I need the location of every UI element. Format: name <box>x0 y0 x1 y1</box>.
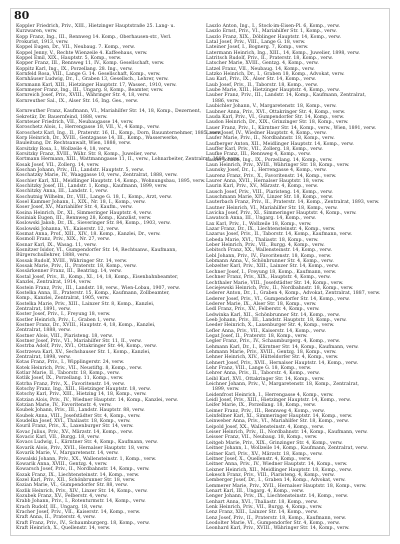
directory-entry: Krach Rudolf, III., Ungarg. 18, verw. <box>16 504 103 510</box>
directory-entry: Kozel Karl, Priv., XII., Schönbrunner Str. 18, verw. <box>16 477 136 483</box>
right-column <box>206 24 386 532</box>
directory-entry: Latscher Marie, XVIII., Gentzg. 4, Komp., verw. <box>206 61 319 67</box>
directory-entry: Lauschmann Marie, XIV., Linzer Str. 18, Komp., verw. <box>206 195 334 200</box>
directory-entry: Kornreich Josef, Priv., XVIII., Währinger Str. 4, 18, verw. <box>16 93 150 99</box>
directory-entry: Kotschy Karl, Priv., XIII., Hietzing 14, 18, Komp., verw. <box>16 392 147 398</box>
directory-entry: Kovacs Ludwig, I., Kärntner Str. 4, Komp., Kaufmann, verw. <box>16 440 158 446</box>
directory-entry: Kotzian Marie, IV., Favoritenstr. 4, verw. <box>16 403 112 409</box>
directory-entry: Leinfellner Karl, XI., Simmeringer Hauptstr. 14, Komp., verw. <box>206 414 353 420</box>
directory-entry: Lenz Franz, XIII., Lainzer Str. 14, Komp., verw. <box>206 510 319 516</box>
directory-entry: Leber Heinrich, Priv., VII., Burgg. 4, Komp., verw. <box>206 243 325 249</box>
directory-entry: Lauber Franz, Priv., III., Landstr. 14, Komp., Kaufmann, Zentralrat, <box>206 93 367 99</box>
directory-entry: Laubner Anna, Priv., XVI., Ottakringer Str. 4, Komp., verw. <box>206 109 346 115</box>
directory-entry: Legler Franz, Priv., IV., Schaumburgerg. 4, Komp., verw. <box>206 339 341 345</box>
directory-entry: Leitner Anna, Priv., IV., Wiedner Hauptstr. 14, Komp., verw. <box>206 462 348 468</box>
directory-entry: Lauer Franz, Priv., I., Kärntner Str. 14, Komp., verw., Wien, 1891, verw. <box>206 125 377 131</box>
directory-entry: Lebl Johann, Priv., IV., Favoritenstr. 18, Komp., verw. <box>206 253 332 259</box>
directory-entry: Launsky Josef, Dr., I., Herrengasse 4, Komp., verw. <box>206 168 327 174</box>
directory-entry: Lechthaler Marie, VIII., Josefstädter Str. 14, Komp., verw. <box>206 280 344 286</box>
directory-entry: Ledwinka Karl, XII., Schönbrunner Str. 14, Komp., verw. <box>206 312 341 318</box>
directory-entry: Lavicka Josef, Priv., XI., Simmeringer Hauptstr. 4, Komp., verw. <box>206 211 357 217</box>
directory-entry: Laszlo Franz, XIX., Döblinger Hauptstr. 14, Komp., verw. <box>206 34 341 40</box>
directory-entry: Kowarik Anna, XVIII., Gentzg. 4, verw. <box>16 461 108 467</box>
directory-entry: Lechner Josef, I., Freyung 18, Komp., Kaufmann, verw. <box>206 269 337 275</box>
directory-entry: Koschitzky Josef, III., Landstr. 1, Komp., Kaufmann, 1899, verw. <box>16 183 168 189</box>
directory-entry: Kornreuther Sal., IX., Alser Str. 16, Ing. Ges., verw. <box>16 98 139 104</box>
directory-entry: Korsitzky Franz, XVIII., Währ. Str. 8, Komp., Juwelier, verw. <box>16 151 157 157</box>
directory-entry: Koppler Friedrich, Priv., XIII., Hietzinger Hauptstraße 25. Lang- u. <box>16 24 176 29</box>
directory-entry: Laurin Karl, Priv., XV., Märzstr. 4, Komp., verw. <box>206 184 319 190</box>
directory-entry: Koppel Emil, XIX., Hauptstr. 5, Komp., verw. <box>16 56 122 62</box>
directory-entry: Kotlar Marie, II., Taborstr. 18, Komp., verw. <box>16 371 120 376</box>
directory-entry: Lautner Heinrich, VI., Mariahilfer Str. 18, Komp., verw. <box>206 205 338 211</box>
directory-entry: Koster Josef, Priv., I., Freyung 18, verw. <box>16 312 111 318</box>
directory-entry: Laurenz Franz, Priv., X., Favoritenstr. 14, Komp., verw. <box>206 173 337 179</box>
directory-entry: Latzel Franz, VII., Neubaug. 14, Komp., verw. <box>206 66 315 72</box>
directory-entry: Kovarik Alois, Priv., XVII., Hernalser Hauptstr. 18, verw. <box>16 445 150 451</box>
directory-entry: Bürgerschullehrer, 1888, verw. <box>16 253 90 259</box>
directory-entry: Kozubek Franz, XV., Felberstr. 4, verw. <box>16 493 108 499</box>
directory-entry: Latermann Heinrich, Ing., XIII., 14, Komp., Juwelier, 1898, verw. <box>206 50 360 56</box>
directory-entry: Bauleitung, Dr. Rechtsanwalt, Wien, 1888, verw. <box>16 141 132 147</box>
directory-entry: Laufer Johann, Ing., IX., Porzellang. 14, Komp., verw. <box>206 157 333 163</box>
directory-entry: Kowarsch Josef, Priv., II., Nordbahnstr. 14, Komp., verw. <box>16 467 150 473</box>
directory-entry: Kozlik Heinrich, Priv., XIV., Linzer Str. 14, Komp., verw. <box>16 488 148 494</box>
directory-entry: Lateiner Josef, I., Bognerg. 7, Komp., verw. <box>206 45 309 51</box>
directory-entry: Koslowski Johanna, VI., Kaiserstr. 12, verw. <box>16 226 120 232</box>
directory-entry: Lehrer Anna, Priv., II., Taborstr. 4, Komp., verw. <box>206 371 321 377</box>
directory-entry: Laudon Heinrich, Dr., XIX., Grinzinger Str. 18, Komp., verw. <box>206 120 349 126</box>
directory-entry: Kanzlei, Zentralrat, 1914, verw. <box>16 280 92 286</box>
directory-entry: Leibl Karl, XVI., Ottakringer Str. 14, Komp., verw. <box>206 376 325 382</box>
directory-entry: Kosmoll Franz, Priv., XIX., Nr. 27, verw. <box>16 237 111 243</box>
directory-entry: Kostrzewa Karl, XV., Sechshauser Str. 1, Komp., Kanzlei, <box>16 349 151 355</box>
directory-entry: Kostner Alois, VIII., Piaristeng. 18, verw. <box>16 333 114 339</box>
directory-entry: Leidenfrost Heinrich, I., Herrengasse 4, Komp., verw. <box>206 392 334 398</box>
directory-entry: Kraft Anna, II., Praterstr. 4, verw. <box>16 515 96 521</box>
directory-entry: Lenart Karl, III., Ungarg. 4, Komp., verw. <box>206 488 305 494</box>
directory-entry: Lekesch Franz, Priv., VIII., Piaristeng. 4, Komp., verw. <box>206 472 335 478</box>
directory-entry: Zentralrat, 1888, verw. <box>16 328 71 334</box>
directory-entry: Leixner Heinrich, XII., Meidlinger Hauptstr. 18, Komp., verw. <box>206 467 352 473</box>
directory-entry: Kotlik Josef, IX., Porzellang. 11, Komp., verw. <box>16 376 124 382</box>
directory-entry: Laszlo Anton, Ing., I., Stock-im-Eisen-Pl. 6, Komp., verw. <box>206 24 341 29</box>
directory-entry: Ledl Franz, Priv., XV., Felberstr. 4, Komp., verw. <box>206 307 320 313</box>
directory-entry: Kornmeyer Franz, Ing., III., Ungarg. 8, Komp., Beamter, verw. <box>16 88 164 94</box>
directory-entry: Lederer Anton, Dr., I., Graben 4, Komp., Advokat, Zentralrat, 1887, verw. <box>206 291 381 297</box>
directory-entry: Krabb Johann, Priv., I., Rotenturmstr. 14, Komp., verw. <box>16 499 146 505</box>
directory-entry: Lederer Josef, Priv., VI., Gumpendorfer Str. 14, Komp., verw. <box>206 296 350 302</box>
directory-entry: Kostelka Anna, II., Praterstr. 15, Komp., Kaufmann, Zollbeamter, <box>16 290 170 296</box>
directory-entry: Korp Heinrich, Dr., XVIII., Gentzgasse 14, III., Komp., Wasserwerke, <box>16 135 179 141</box>
directory-entry: Kornhäuser Ludwig, Dr., I., Graben 13, Gesellsch., Lehrer, verw. <box>16 77 169 83</box>
directory-entry: Lausch Josef, Priv., VIII., Piaristeng. 14, Komp., verw. <box>206 189 333 195</box>
directory-entry: Zentralrat, 1898, verw. <box>16 354 71 360</box>
directory-entry: Leichner Johann, Priv., V., Margaretenstr. 18, Komp., Zentralrat, <box>206 382 360 388</box>
directory-entry: Korsitzky Rosa, I., Wollzeile 4, 18, verw. <box>16 146 112 152</box>
directory-entry: Leeder Heinrich, X., Laxenburger Str. 4, Komp., verw. <box>206 323 335 329</box>
directory-entry: Lehmann Marie, Priv., XVIII., Gentzg. 18, Komp., verw. <box>206 349 337 355</box>
directory-entry: Laufberger Anton, XII., Meidlinger Hauptstr. 14, Komp., verw. <box>206 141 354 147</box>
directory-entry: Koschatzky Marie, IV., Waaggasse 10, verw., Zentralrat, 1888, verw. <box>16 173 178 179</box>
directory-entry: Lehmann Karl, Dr., I., Kärntner Str. 14, Komp., Kaufmann, verw. <box>206 344 359 350</box>
directory-entry: Koppitz Karl, Ing., IX., Porzellang. 28. Ing., verw. <box>16 66 133 72</box>
directory-entry: Latzko Heinrich, Dr., I., Graben 18, Komp., Advokat, verw. <box>206 72 345 78</box>
directory-entry: Kosmat Anna, Prof., XIII., XIV., 18. Komp., Kanzlei, Dr., verw. <box>16 232 161 238</box>
directory-entry: Leisser Franz, VII., Neubaug. 18, Komp., verw. <box>206 435 318 441</box>
directory-entry: Koser Josef, XV., Mariahilfer Str. 4, Kaufm., verw. <box>16 205 133 211</box>
directory-entry: 1886, verw. <box>212 98 240 104</box>
directory-entry: Lefler Anna, Priv., VII., Kaiserstr. 14, Komp., verw. <box>206 328 326 334</box>
directory-entry: Kopp Franz, Ing., III., Rennweg 14. Komp., Oberhausen-str., Verl. <box>16 34 172 40</box>
directory-entry: Lax Karl, Priv., I., Wollzeile 18, Komp., verw. <box>206 221 312 227</box>
directory-entry: Lebeda Marie, XVI., Thaliastr. 18, Komp., verw. <box>206 237 319 243</box>
directory-entry: Kostner Josef, Priv., VI., Mariahilfer Str. 11, II., verw. <box>16 338 142 344</box>
directory-entry: Koroschetz Karl, Ing., II., Praterstr. 16, II., Komp., Dorn, Bauunternehmer, 1885, verw. <box>16 130 223 136</box>
directory-entry: Kraft Heinrich, X., Quellenstr. 14, verw. <box>16 525 111 531</box>
directory-entry: Kovacic Karl, VII., Burgg. 18, verw. <box>16 435 100 441</box>
directory-entry: Kraft Franz, Priv., IV., Schaumburgerg. 18, Komp., verw. <box>16 520 150 526</box>
directory-entry: Kostler Heinrich, Priv., I., Graben 1, verw. <box>16 317 116 323</box>
directory-entry: Lenk Heinrich, Priv., VII., Burgg. 4, Komp., verw. <box>206 504 323 510</box>
directory-entry: Laufer Marie, Priv., II., Nordbahnstr. 18, Komp., verw. <box>206 136 335 142</box>
directory-entry: Lebzelter Karl, Priv., XIII., Lainzer Str. 14, Komp., verw. <box>206 264 340 270</box>
directory-entry: Lenger Johann, Priv., IX., Liechtensteinstr. 14, Komp., verw. <box>206 494 349 500</box>
directory-entry: Leodolter Marie, VI., Gumpendorfer Str. 4, Komp., verw. <box>206 520 341 526</box>
directory-entry: Lederer Marie, IX., Alser Str. 18, Komp., verw. <box>206 301 317 307</box>
directory-entry: Leifer Marie, IX., Porzellang. 18, Komp., verw. <box>206 403 317 409</box>
directory-entry: Lawatsch Anna, III., Ungarg. 14, Komp., verw. <box>206 216 317 222</box>
directory-entry: Kurzwaren, verw. <box>16 29 58 35</box>
directory-entry: Lechner Franz, Priv., XIX., Hauptstr. 4, Komp., verw. <box>206 275 331 281</box>
directory-entry: Kostein Franz, Priv., III., Landstr. 18, verw., Wien-Lobau, 1907, verw. <box>16 285 181 291</box>
directory-entry: Kozak Franz, IX., Liechtensteinstr. 14, Komp., verw. <box>16 472 140 478</box>
directory-entry: Kracher Josef, Priv., VII., Kaiserstr. 14, Komp., verw. <box>16 509 141 515</box>
directory-entry: Kotas Franz, Priv., I., Wipplingerstr. 24, verw. <box>16 360 125 366</box>
directory-entry: Kossak Marie, Priv., II., Praterstr. 18, Komp., verw. <box>16 264 137 270</box>
directory-entry: Lenhart Anna, XVI., Thaliastr. 18, Komp., verw. <box>206 499 319 505</box>
directory-entry: Lau Karl, Priv., IX., Alser Str. 14, Komp., verw. <box>206 77 317 83</box>
directory-entry: Kornfeld Rosa, VIII., Lange G. 14. Gesellschaft, Komp., verw. <box>16 72 161 78</box>
directory-entry: Leciejewski Heinrich, Priv., II., Nordbahnstr. 18, Komp., verw. <box>206 285 354 291</box>
directory-entry: Lehnert Josef, Priv., XVII., Hernalser Hauptstr. 14, Komp., verw. <box>206 360 359 366</box>
directory-entry: Kovarik Marie, V., Margaretenstr. 14, verw. <box>16 451 119 457</box>
directory-entry: Leipold Josef, XX., Wallensteinstr. 4, Komp., verw. <box>206 424 325 430</box>
directory-entry: Kosiniak Eugen, III., Rennweg 28, Komp., Kanzlist, verw. <box>16 216 152 222</box>
directory-entry: Lauterbach Franz, Priv., II., Praterstr. 14, Komp., Zentralrat, 1893, verw. <box>206 200 380 206</box>
directory-entry: Kossärkenner Franz, III., Beatrixg. 14, verw. <box>16 269 122 275</box>
directory-entry: Koschan Johann, Priv., III., Landstr. Hauptstr. 5, verw. <box>16 167 145 173</box>
directory-entry: Koslowski Jakob, Dr., IX., Sieveringer Str. 84, Komp., 1903, verw. <box>16 221 171 227</box>
directory-entry: Laubichler Johann, V., Margaretenstr. 18, Komp., verw. <box>206 104 337 110</box>
directory-entry: Leitner Karl, Priv., XV., Märzstr. 18, Komp., verw. <box>206 451 323 457</box>
directory-entry: Laurer Anna, XVII., Hernalser Hauptstr. 18, verw. <box>206 178 325 184</box>
directory-entry: Kosel Kammer Johann, I., XIX., Nr. 18, I., Komp., verw. <box>16 200 146 205</box>
directory-entry: Kosak Josef, VII., Zollerg. 14, verw. <box>16 162 100 168</box>
directory-entry: Koubek Anna, VIII., Josefstädter Str. 4, Komp., verw. <box>16 413 141 419</box>
directory-entry: Leitner Johann, I., Wollzeile 14, Komp., Kaufmann, Zentralrat, verw. <box>206 446 368 452</box>
directory-entry: Lazarus Josef, Priv., II., Taborstr. 14, Komp., Kaufmann, verw. <box>206 232 353 238</box>
directory-entry: Kosnitzer Isidor, VI., Gumpendorfer Str. 14, Rechtsanw., Kaufmann, <box>16 248 177 254</box>
directory-entry: Laube Marie, XIII., Hietzinger Hauptstr. 4, Komp., verw. <box>206 88 340 94</box>
directory-entry: Koudelka Josef, XVI., Thaliastr. 18, Komp., verw. <box>16 419 131 425</box>
directory-entry: Kortmann Hermann, XIII., Wattmanngasse 11, II., verw., Lohnarbeiter, Zentralrat, 1888, verw. <box>16 157 241 163</box>
directory-entry: Kotrba Franz, Priv., X., Favoritenstr. 14, verw. <box>16 381 126 387</box>
directory-entry: Kopper Franz, III., Rennweg 11, IV., Komp. Gesellschaft, verw. <box>16 61 165 67</box>
directory-entry: Kostner Franz, Dr., XVIII., Hauptstr. 4, 18, Komp., Kanzlei, <box>16 322 156 328</box>
directory-entry: Leiser Heinrich, Priv., II., Nordbahnstr. 14, Komp., Kaufmann, verw. <box>206 430 368 436</box>
directory-entry: Kotzian Alois, Priv., IV., Wiedner Hauptstr. 14, Komp., Kanzlei, verw. <box>16 397 179 403</box>
directory-entry: Leinweber Anna, Priv., VI., Mariahilfer Str. 18, Komp., verw. <box>206 419 350 425</box>
directory-entry: Koschutnig Wilhelm, Dr., VIII., Lange G. 18, I., Komp., Arzt, verw. <box>16 194 172 200</box>
directory-entry: Koschitzky Anna, III., Landstr. 1, verw. <box>16 189 108 195</box>
directory-entry: Koubek Johann, Priv., III., Landstr. Hauptstr. 88, verw. <box>16 408 145 414</box>
directory-entry: Lauda Karl, Priv., VI., Gumpendorfer Str. 14, Komp., verw. <box>206 114 345 120</box>
directory-entry: Leidl Josef, Priv., XIII., Hietzinger Hauptstr. 14, Komp., verw. <box>206 398 352 404</box>
directory-entry: Leitner Josef, X., Quellenstr. 4, Komp., verw. <box>206 456 312 462</box>
directory-entry: Kostrba Adolf, Priv., XVI., Ottakringer Str. 44, Komp., verw. <box>16 344 157 350</box>
directory-entry: Kornmann Karl, XIII., Hietzinger Hauptstr. 17, Wasser., 1910, verw. <box>16 82 177 88</box>
directory-entry: Laszlo Ernst, Priv., VI., Mariahilfer Str. 1, Komp., verw. <box>206 29 337 35</box>
directory-entry: Leonhard Karl, Priv., XVIII., Währinger Str. 14, Komp., verw. <box>206 526 350 532</box>
directory-entry: Kornreuther Franz, Kaufmann, VI., Mariahilfer Str. 14, 18, Komp., Dezernent, <box>16 109 202 115</box>
directory-entry: Kosina Heinrich, Dr., XI., Simmeringer Hauptstr. 4, verw. <box>16 210 152 216</box>
directory-entry: Kosnar Karl, IX., Wasag. 11, verw. <box>16 242 97 248</box>
directory-entry: Koroschetz Alois, I., Herrengasse 18, VII., V., 4 Komp., verw. <box>16 125 160 131</box>
directory-entry: Kostal Josef, Priv., II., Komp., XI., 14, 18, Komp., Eisenbahnbeamter, <box>16 274 179 280</box>
directory-entry: Kouril Franz, Priv., X., Laxenburger Str. 14, verw. <box>16 424 134 430</box>
directory-entry: Koschier Karl, XII., Meidlinger Hauptstr. 14, Komp., Wohnungsbau, 1895, verw. <box>16 178 206 184</box>
directory-entry: Legat Josef, II., Praterstr. 18, Komp., verw. <box>206 333 308 339</box>
directory-entry: Komp., Kanzlei, Zentralrat, 1905, verw. <box>16 296 110 302</box>
directory-entry: Kowalski Johann, Priv., XX., Wallensteinstr. 1, Komp., verw. <box>16 456 157 462</box>
directory-entry: Kotschy Franz, Ing., XIII., Hietzinger Hauptstr. 18, verw. <box>16 387 152 393</box>
directory-entry: Leeb Johann, Priv., III., Landstr. Hauptstr. 18, Komp., verw. <box>206 317 347 323</box>
page-number: 80 <box>14 9 30 22</box>
directory-entry: Lebitsch Franz, XX., Wallensteinstr. 14, Komp., verw. <box>206 248 333 254</box>
directory-entry: Laun Heinrich, Priv., XVIII., Währinger Str. 18, Komp., verw. <box>206 162 350 168</box>
directory-entry: Kozian Marie, VI., Gumpendorfer Str. 88, verw. <box>16 483 128 489</box>
directory-entry: Lebmann Anna, V., Schönbrunner Str. 4, Komp., verw. <box>206 259 334 265</box>
directory-entry: Latritsch Rudolf, Priv., II., Praterstr. 18, Komp., verw. <box>206 56 334 62</box>
directory-entry: Lenz Josef, Priv., II., Praterstr. 18, Komp., Kaufmann, verw. <box>206 515 347 521</box>
directory-entry: Lehner Heinrich, XIV., Hütteldorfer Str. 4, Komp., verw. <box>206 355 339 361</box>
directory-entry: Leitgeb Marie, Priv., XIX., Grinzinger Str. 4, Komp., verw. <box>206 440 343 446</box>
directory-entry: Lemberger Josef, Dr., I., Graben 14, Komp., Advokat, verw. <box>206 478 346 484</box>
directory-entry: Koppel Eugen, Dr., VII., Neubaug. 7. Komp., verw. <box>16 45 136 51</box>
directory-entry: Lauffer Karl, Priv., VII., Zollerg. 18, Komp., verw. <box>206 146 323 152</box>
directory-entry: 1899, verw. <box>212 387 240 393</box>
directory-entry: Kornteuer Friedrich, VII., Neubaugasse 14, verw. <box>16 119 134 125</box>
directory-entry: Lazar Franz, Dr., IX., Liechtensteinstr. 4, Komp., verw. <box>206 227 336 233</box>
directory-entry: Sekretär, Dr. Bauernfeind, 1888, verw. <box>16 114 108 120</box>
directory-entry: Latal Josef, Priv., VIII., Lange G. 18, verw. <box>206 40 306 46</box>
directory-entry: Kostelka Marie, Priv., XIII., Lainzer Str. 8, Komp., Kanzlei, <box>16 301 155 307</box>
directory-entry: Lehr Franz, VIII., Lange G. 18, Komp., verw. <box>206 366 312 371</box>
directory-entry: Prokurist, 1913, verw. <box>16 40 69 46</box>
directory-entry: Koppel Jenny, V., Rechte Wienzeile 4. Kaffeehaus, verw. <box>16 50 148 56</box>
directory-entry: Laufke Franz, III., Rennweg 4, Komp., verw. <box>206 152 311 158</box>
directory-entry: Kotek Heinrich, Priv., VII., Neustiftg. 8, Komp., verw. <box>16 365 143 371</box>
directory-entry: Kossak Rudolf, XVIII., Währinger Str. 14, verw. <box>16 258 128 264</box>
directory-entry: Zentralrat, 1891, verw. <box>16 306 71 312</box>
directory-entry: Laub Josef, Priv., II., Taborstr. 18, Komp., verw. <box>206 82 319 88</box>
directory-entry: Kovac Julius, Priv., XV., Märzstr. 14, Komp., verw. <box>16 429 134 435</box>
directory-entry: Lauer Josef, IV., Wiedner Hauptstr. 4, Komp., verw. <box>206 130 327 136</box>
directory-entry: Leimer Franz, Priv., III., Rennweg 4, Komp., verw. <box>206 408 325 414</box>
directory-entry: Lemmerer Marie, Priv., XVII., Hernalser Hauptstr. 18, Komp., verw. <box>206 483 367 489</box>
